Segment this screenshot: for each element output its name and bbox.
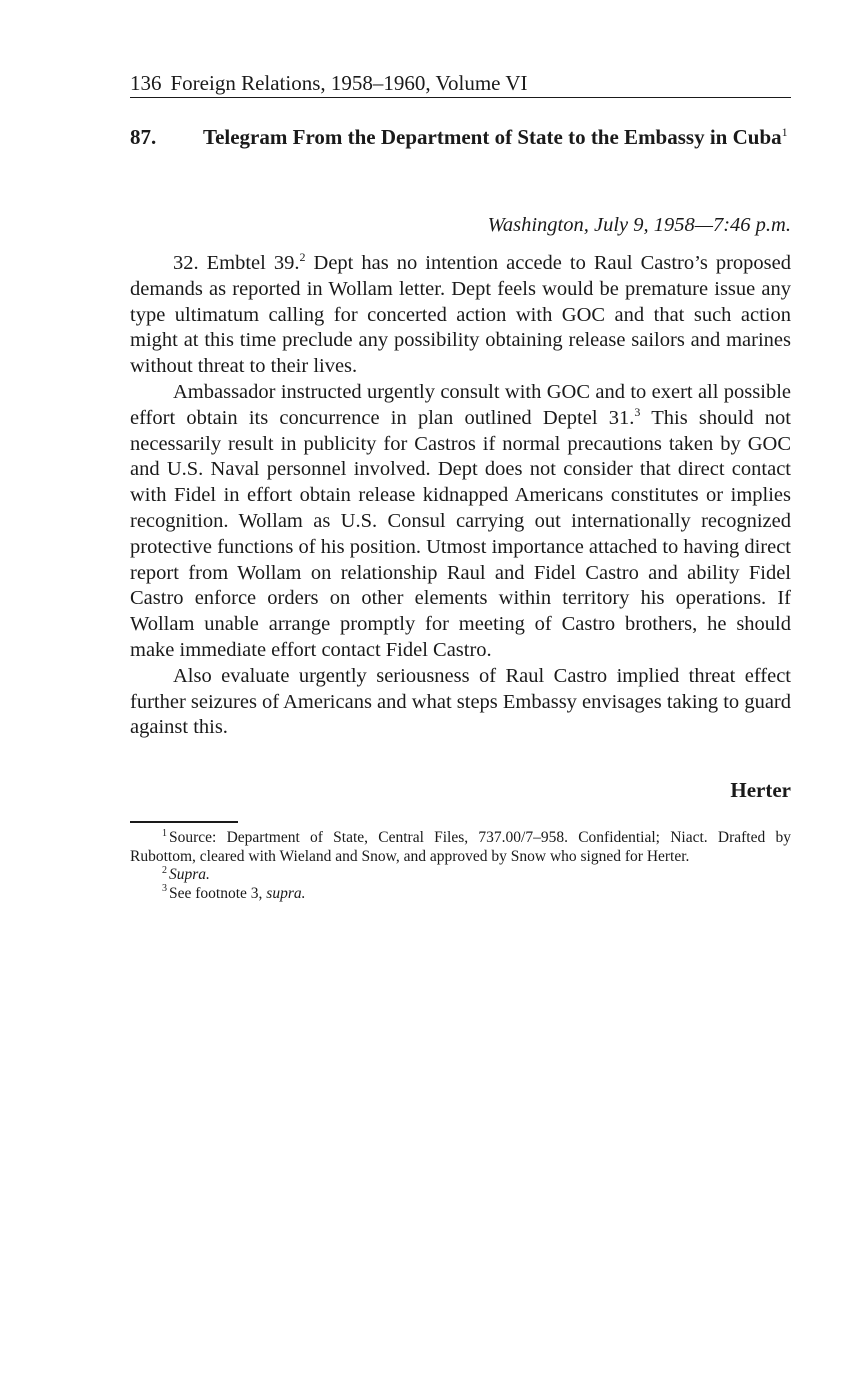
footnote-divider bbox=[130, 821, 238, 823]
running-head bbox=[130, 70, 791, 98]
footnote-2-marker: 2 bbox=[162, 864, 167, 876]
volume-title: Foreign Relations, 1958–1960, Volume VI bbox=[170, 71, 528, 95]
paragraph-1 bbox=[130, 251, 791, 380]
paragraph-1-text: Dept has no intention accede to Raul Castro’s proposed demands as reported in Wollam letter. Dept feels would be premature issue any type ultimatum calling for concerted action with GOC and that such action might at this time preclude any possibility obtaining release sailors and marines without threat to their lives. bbox=[130, 252, 791, 378]
document-number: 87. bbox=[130, 125, 157, 149]
footnote-3-text: See footnote 3, bbox=[169, 884, 267, 902]
dateline: Washington, July 9, 1958—7:46 p.m. bbox=[487, 214, 791, 236]
footnote-1-text: Source: Department of State, Central Files, 737.00/7–958. Confidential; Niact. Drafted by Rubottom, cleared with Wieland and Snow, and approved by Snow who signed for Herter. bbox=[130, 829, 791, 865]
footnote-1-marker: 1 bbox=[162, 827, 167, 839]
signature: Herter bbox=[730, 778, 791, 802]
paragraph-2-lead: Ambassador instructed urgently consult with GOC and to exert all possible effort obtain its concurrence in plan outlined Deptel 31. bbox=[130, 380, 791, 429]
document-heading bbox=[130, 124, 791, 150]
footnote-3-marker: 3 bbox=[162, 883, 167, 895]
document-title bbox=[203, 124, 791, 150]
document-title-text: Telegram From the Department of State to the Embassy in Cuba bbox=[203, 125, 782, 149]
footnote-1 bbox=[130, 829, 791, 866]
paragraph-2-text: This should not necessarily result in publicity for Castros if normal precautions taken by GOC and U.S. Naval personnel involved. Dept does not consider that direct contact with Fidel in effort obtain release kidnapped Americans constitutes or implies recognition. Wollam as U.S. Consul carrying out internationally recognized protective functions of his position. Utmost importance attached to having direct report from Wollam on relationship Raul and Fidel Castro and ability Fidel Castro enforce orders on other elements within territory his operations. If Wollam unable arrange promptly for meeting of Castro brothers, he should make immediate effort contact Fidel Castro. bbox=[130, 406, 791, 661]
footnote-3-supra: supra. bbox=[266, 884, 306, 902]
page-number: 136 bbox=[130, 71, 162, 95]
footnote-ref-2: 2 bbox=[299, 250, 306, 265]
footnotes bbox=[130, 829, 791, 903]
footnote-ref-1: 1 bbox=[781, 125, 788, 139]
paragraph-3: Also evaluate urgently seriousness of Raul Castro implied threat effect further seizures of Americans and what steps Embassy envisages taking to guard against this. bbox=[130, 664, 791, 739]
footnote-3 bbox=[130, 885, 791, 904]
footnote-ref-3: 3 bbox=[634, 404, 641, 419]
paragraph-1-lead: 32. Embtel 39. bbox=[173, 252, 300, 274]
telegram-body bbox=[130, 251, 791, 741]
paragraph-2 bbox=[130, 380, 791, 664]
footnote-2-text: Supra. bbox=[169, 866, 210, 883]
footnote-2 bbox=[130, 866, 791, 885]
